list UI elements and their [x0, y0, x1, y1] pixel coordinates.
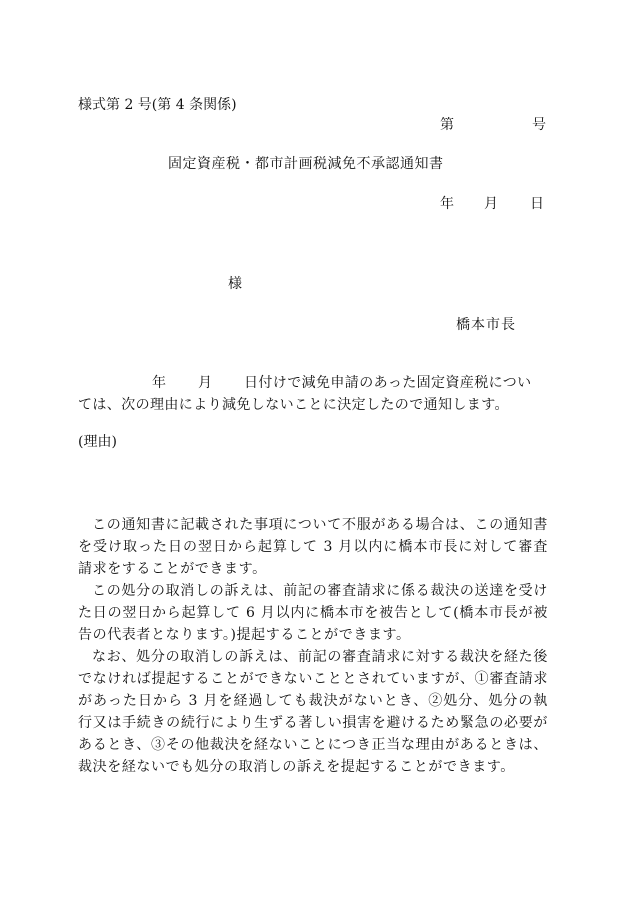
- document-number-dai: 第: [440, 117, 454, 133]
- date-month: 月: [484, 196, 498, 212]
- sender-name: 橋本市長: [456, 317, 516, 333]
- body-year: 年: [152, 375, 166, 391]
- reason-label: (理由): [78, 434, 117, 450]
- addressee-suffix: 様: [228, 276, 242, 292]
- document-title: 固定資産税・都市計画税減免不承認通知書: [168, 156, 444, 172]
- notice-paragraph-2: この処分の取消しの訴えは、前記の審査請求に係る裁決の送達を受けた日の翌日から起算して 6 月以内に橋本市を被告として(橋本市長が被告の代表者となります。)提起することができます。: [78, 583, 548, 643]
- date-day: 日: [530, 196, 544, 212]
- body-month: 月: [198, 375, 212, 391]
- appeal-notice: [78, 514, 548, 778]
- body-line-2: ては、次の理由により減免しないことに決定したので通知します。: [78, 397, 509, 413]
- date-year: 年: [440, 196, 454, 212]
- document-number-go: 号: [532, 117, 546, 133]
- notice-paragraph-1: この通知書に記載された事項について不服がある場合は、この通知書を受け取った日の翌日から起算して 3 月以内に橋本市長に対して審査請求をすることができます。: [78, 517, 548, 577]
- body-line-1: 日付けで減免申請のあった固定資産税につい: [244, 375, 532, 391]
- notice-paragraph-3: なお、処分の取消しの訴えは、前記の審査請求に対する裁決を経た後でなければ提起することができないこととされていますが、①審査請求があった日から 3 月を経過しても裁決がないとき、②処分、処分の執行又は手続きの続行により生ずる著しい損害を避けるため緊急の必要があるとき、③その他裁決を経ないことにつき正当な理由があるときは、裁決を経ないでも処分の取消しの訴えを提起することができます。: [78, 649, 548, 775]
- form-label: 様式第 2 号(第 4 条関係): [78, 97, 237, 113]
